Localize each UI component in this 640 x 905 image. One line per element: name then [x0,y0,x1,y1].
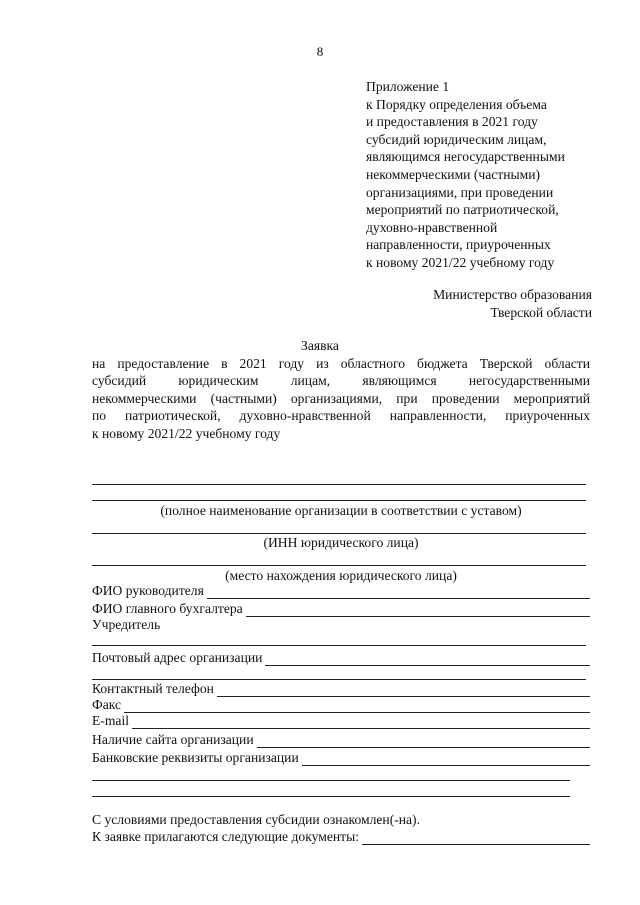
location-line[interactable] [92,565,586,566]
email-label: E-mail [92,713,129,728]
org-name-line[interactable] [92,484,586,485]
fax-label: Факс [92,697,122,712]
acknowledgement-text: С условиями предоставления субсидии ознакомлен(-на). [92,812,420,827]
ministry-region: Тверской области [490,304,592,320]
chief-accountant-blank[interactable] [246,603,590,617]
appendix-line: направленности, приуроченных [366,237,551,253]
document-title: Заявка [301,338,339,353]
appendix-line: некоммерческими (частными) [366,166,541,182]
fax-blank[interactable] [124,699,590,713]
appendix-line: духовно-нравственной [366,219,498,235]
appendix-line: мероприятий по патриотической, [366,202,559,218]
bank-details-blank[interactable] [302,752,590,766]
paragraph-line: к новому 2021/22 учебному году [92,425,281,441]
website-blank[interactable] [257,734,590,748]
appendix-line: к новому 2021/22 учебному году [366,254,555,270]
attached-docs-field[interactable] [92,829,590,845]
chief-accountant-label: ФИО главного бухгалтера [92,601,243,616]
bank-details-field[interactable] [92,750,590,766]
bank-details-line[interactable] [92,780,570,781]
appendix-block [366,78,565,272]
website-field[interactable] [92,732,590,748]
head-name-field[interactable] [92,583,590,599]
appendix-line: субсидий юридическим лицам, [366,131,547,147]
attached-docs-blank[interactable] [362,831,590,845]
phone-blank[interactable] [217,683,590,697]
email-field[interactable] [92,713,590,729]
appendix-line: к Порядку определения объема [366,96,547,112]
head-name-blank[interactable] [207,585,590,599]
location-caption: (место нахождения юридического лица) [225,568,457,583]
phone-field[interactable] [92,681,590,697]
founder-line[interactable] [92,645,586,646]
appendix-line: являющимся негосударственными [366,149,565,165]
phone-label: Контактный телефон [92,681,214,696]
paragraph-line: субсидий юридическим лицам, являющимся негосударственными [92,373,590,389]
postal-address-blank[interactable] [265,652,590,666]
email-blank[interactable] [132,715,590,729]
org-name-caption: (полное наименование организации в соответствии с уставом) [160,503,522,518]
website-label: Наличие сайта организации [92,732,254,747]
head-name-label: ФИО руководителя [92,583,204,598]
chief-accountant-field[interactable] [92,601,590,617]
appendix-line: и предоставления в 2021 году [366,114,538,130]
postal-address-label: Почтовый адрес организации [92,650,263,665]
ministry-name: Министерство образования [433,287,592,302]
paragraph-line: некоммерческими (частными) организациями, при проведении мероприятий [92,390,590,406]
postal-address-field[interactable] [92,650,590,666]
postal-address-line[interactable] [92,679,586,680]
inn-caption: (ИНН юридического лица) [263,535,419,550]
addressee-block [433,286,592,321]
paragraph-line: на предоставление в 2021 году из областного бюджета Тверской области [92,356,590,371]
bank-details-line[interactable] [92,796,570,797]
fax-field[interactable] [92,697,590,713]
request-paragraph [92,355,590,442]
attached-docs-label: К заявке прилагаются следующие документы: [92,829,359,844]
bank-details-label: Банковские реквизиты организации [92,750,299,765]
appendix-line: Приложение 1 [366,79,450,94]
appendix-line: организациями, при проведении [366,184,554,200]
paragraph-line: по патриотической, духовно-нравственной направленности, приуроченных [92,408,590,424]
founder-label: Учредитель [92,617,161,632]
page-number: 8 [316,44,324,59]
inn-line[interactable] [92,533,586,534]
org-name-line[interactable] [92,500,586,501]
